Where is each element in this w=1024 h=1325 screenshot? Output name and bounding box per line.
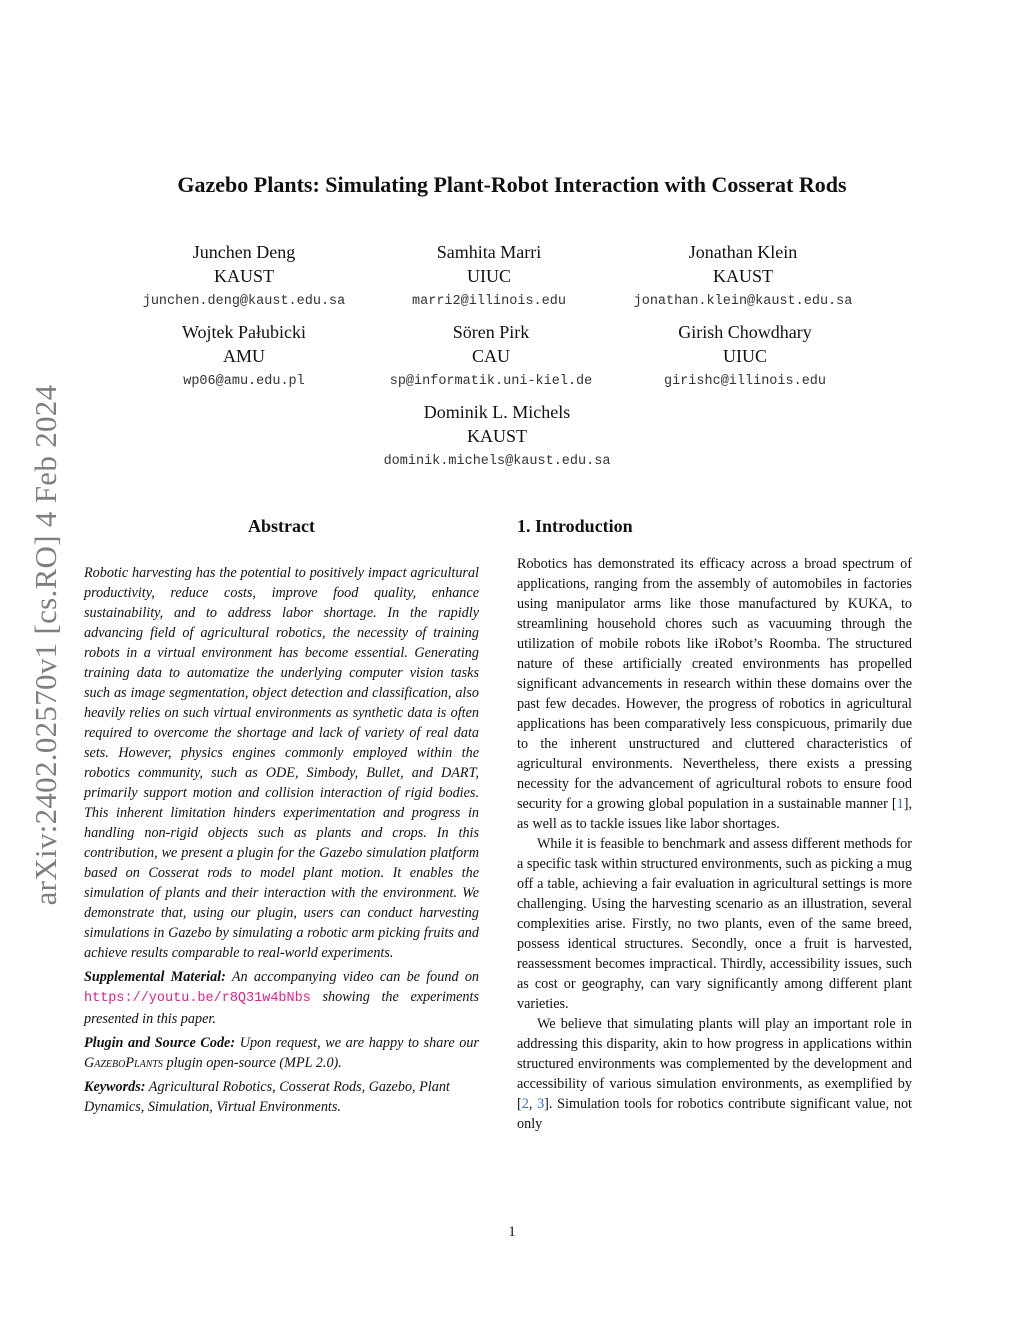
author-email[interactable]: dominik.michels@kaust.edu.sa bbox=[383, 454, 611, 469]
author-email[interactable]: wp06@amu.edu.pl bbox=[183, 374, 305, 389]
author-name: Junchen Deng bbox=[192, 242, 296, 262]
intro-paragraph: While it is feasible to benchmark and assess different methods for a specific task within structured environments, such as picking a mug off a table, achieving a fair evaluation in agricultural settings is more challenging. Using the harvesting scenario as an illustration, several complexities arise. Firstly, no two plants, even of the same breed, possess identical structures. Secondly, once a fruit is harvested, reassessment becomes impractical. Thirdly, accessibility issues, such as cost or geography, can vary significantly among different plant varieties. bbox=[517, 836, 912, 1012]
plugin-source-code bbox=[84, 1033, 479, 1073]
author-email[interactable]: sp@informatik.uni-kiel.de bbox=[389, 374, 593, 389]
supplemental-label: Supplemental Material: bbox=[84, 969, 226, 985]
author-email[interactable]: girishc@illinois.edu bbox=[663, 374, 827, 389]
plugin-text-2: plugin open-source (MPL 2.0). bbox=[166, 1055, 342, 1071]
keywords-text: Agricultural Robotics, Cosserat Rods, Gazebo, Plant Dynamics, Simulation, Virtual Environments. bbox=[84, 1079, 450, 1115]
author-name: Wojtek Pałubicki bbox=[181, 322, 307, 342]
video-link[interactable]: https://youtu.be/r8Q31w4bNbs bbox=[84, 991, 311, 1006]
author-name: Jonathan Klein bbox=[688, 242, 798, 262]
abstract-heading: Abstract bbox=[248, 516, 315, 536]
intro-p1-text-b: ], as well as to tackle issues like labor shortages. bbox=[517, 796, 912, 832]
author-name: Sören Pirk bbox=[452, 322, 530, 342]
supplemental-material bbox=[84, 967, 479, 1029]
abstract-column bbox=[84, 563, 479, 1117]
page-number: 1 bbox=[508, 1224, 516, 1240]
intro-paragraph bbox=[517, 554, 912, 834]
introduction-heading: 1. Introduction bbox=[517, 516, 633, 536]
arxiv-identifier: arXiv:2402.02570v1 [cs.RO] 4 Feb 2024 bbox=[28, 384, 63, 906]
paper-title: Gazebo Plants: Simulating Plant-Robot Interaction with Cosserat Rods bbox=[177, 172, 847, 197]
intro-p3-text-a: We believe that simulating plants will play an important role in addressing this disparity, akin to how progress in applications within structured environments was complemented by the development and accessibility of various simulation environments, as exemplified by [ bbox=[517, 1016, 912, 1112]
abstract-body: Robotic harvesting has the potential to positively impact agricultural productivity, reduce costs, improve food quality, enhance sustainability, and to address labor shortage. In the rapidly advancing field of agricultural robotics, the necessity of training robots in a virtual environment has become essential. Generating training data to automatize the underlying computer vision tasks such as image segmentation, object detection and classification, also heavily relies on such virtual environments as synthetic data is often required to overcome the shortage and lack of variety of real data sets. However, physics engines commonly employed within the robotics community, such as ODE, Simbody, Bullet, and DART, primarily support motion and collision interaction of rigid bodies. This inherent limitation hinders experimentation and progress in handling non-rigid objects such as plants and crops. In this contribution, we present a plugin for the Gazebo simulation platform based on Cosserat rods to model plant motion. It enables the simulation of plants and their interaction with the environment. We demonstrate that, using our plugin, users can conduct harvesting simulations in Gazebo by simulating a robotic arm picking fruits and achieve results comparable to real-world experiments. bbox=[84, 565, 479, 961]
keywords bbox=[84, 1077, 479, 1117]
plugin-name: GazeboPlants bbox=[84, 1055, 163, 1071]
supplemental-text-1: An accompanying video can be found on bbox=[231, 969, 480, 985]
supplemental-text-2: showing the experiments presented in this paper. bbox=[84, 989, 479, 1027]
author-affiliation: UIUC bbox=[467, 266, 511, 286]
author-affiliation: KAUST bbox=[712, 266, 773, 286]
intro-p3-text-b: ]. Simulation tools for robotics contribute significant value, not only bbox=[517, 1096, 912, 1132]
keywords-label: Keywords: bbox=[84, 1079, 146, 1095]
author-name: Samhita Marri bbox=[436, 242, 542, 262]
introduction-column bbox=[517, 554, 912, 1134]
intro-p1-text-a: Robotics has demonstrated its efficacy across a broad spectrum of applications, ranging from the assembly of automobiles in factories using manipulator arms like those manufactured by KUKA, to streamlining household chores such as vacuuming through the utilization of mobile robots like iRobot’s Roomba. The structured nature of these artificially created environments has propelled significant advancements in research within these domains over the past few decades. However, the progress of robotics in agricultural applications has been comparatively less conspicuous, primarily due to the inherent unstructured and cluttered characteristics of agricultural environments. Nevertheless, there exists a pressing necessity for the advancement of agricultural robots to ensure food security for a growing global population in a sustainable manner [ bbox=[517, 556, 912, 812]
citation-link[interactable]: 2 bbox=[521, 1096, 529, 1112]
author-affiliation: KAUST bbox=[466, 426, 527, 446]
author-email[interactable]: junchen.deng@kaust.edu.sa bbox=[142, 294, 346, 309]
author-email[interactable]: marri2@illinois.edu bbox=[412, 294, 566, 309]
author-affiliation: AMU bbox=[222, 346, 265, 366]
author-name: Girish Chowdhary bbox=[678, 322, 812, 342]
author-name: Dominik L. Michels bbox=[423, 402, 571, 422]
citation-separator: , bbox=[528, 1096, 538, 1112]
author-affiliation: UIUC bbox=[723, 346, 767, 366]
author-affiliation: CAU bbox=[471, 346, 510, 366]
author-block bbox=[595, 320, 895, 389]
author-affiliation: KAUST bbox=[213, 266, 274, 286]
plugin-label: Plugin and Source Code: bbox=[84, 1035, 236, 1051]
citation-link[interactable]: 3 bbox=[537, 1096, 545, 1112]
citation-link[interactable]: 1 bbox=[896, 796, 904, 812]
author-email[interactable]: jonathan.klein@kaust.edu.sa bbox=[633, 294, 853, 309]
author-block bbox=[593, 240, 893, 309]
plugin-text-1: Upon request, we are happy to share our bbox=[239, 1035, 480, 1051]
author-block bbox=[347, 400, 647, 469]
intro-paragraph bbox=[517, 1014, 912, 1134]
